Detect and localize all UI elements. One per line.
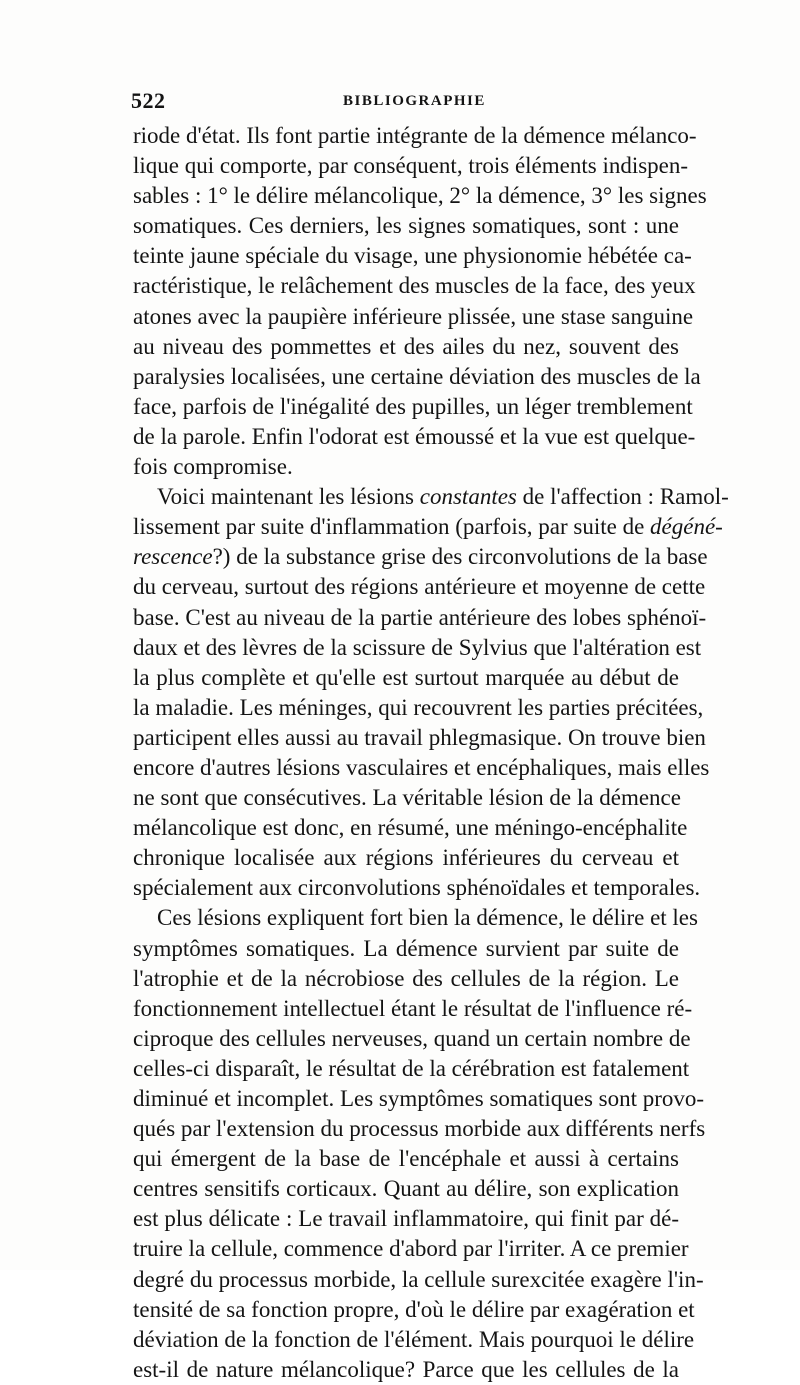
text-line: fonctionnement intellectuel étant le résultat de l'influence ré- <box>133 995 693 1021</box>
text-line: de la parole. Enfin l'odorat est émoussé et la vue est quelque- <box>133 423 696 449</box>
text-run: lissement par suite d'inflammation (parfois, par suite de <box>133 514 651 540</box>
text-line: paralysies localisées, une certaine déviation des muscles de la <box>133 363 701 389</box>
text-line: degré du processus morbide, la cellule surexcitée exagère l'in- <box>133 1266 704 1292</box>
body-text <box>133 121 729 1385</box>
italic-term: rescence <box>133 544 213 570</box>
text-line: l'atrophie et de la nécrobiose des cellules de la région. Le <box>133 965 679 991</box>
paragraph-start-line: Ces lésions expliquent fort bien la démence, le délire et les <box>157 905 698 931</box>
text-line: la plus complète et qu'elle est surtout marquée au début de <box>133 664 679 690</box>
page-header <box>131 88 679 118</box>
text-line: déviation de la fonction de l'élément. Mais pourquoi le délire <box>133 1326 695 1352</box>
text-line: symptômes somatiques. La démence survient par suite de <box>133 935 679 961</box>
text-line: tensité de sa fonction propre, d'où le délire par exagération et <box>133 1296 695 1322</box>
text-line: spécialement aux circonvolutions sphénoïdales et temporales. <box>133 875 701 901</box>
text-line <box>133 542 708 572</box>
text-line: ciproque des cellules nerveuses, quand un certain nombre de <box>133 1025 691 1051</box>
running-title: BIBLIOGRAPHIE <box>343 93 486 109</box>
italic-term: constantes <box>419 484 517 510</box>
text-line: daux et des lèvres de la scissure de Sylvius que l'altération est <box>133 634 702 660</box>
text-run: Voici maintenant les lésions <box>157 484 420 510</box>
text-line: du cerveau, surtout des régions antérieure et moyenne de cette <box>133 574 706 600</box>
text-line: teinte jaune spéciale du visage, une physionomie hébétée ca- <box>133 243 692 269</box>
text-line: qués par l'extension du processus morbide aux différents nerfs <box>133 1116 706 1142</box>
text-line: est plus délicate : Le travail inflammatoire, qui finit par dé- <box>133 1206 679 1232</box>
text-line: qui émergent de la base de l'encéphale et aussi à certains <box>133 1146 679 1172</box>
text-line: est-il de nature mélancolique? Parce que les cellules de la <box>133 1356 679 1382</box>
text-line: lique qui comporte, par conséquent, trois éléments indispen- <box>133 153 689 179</box>
text-line: au niveau des pommettes et des ailes du nez, souvent des <box>133 333 679 359</box>
text-line: fois compromise. <box>133 454 293 480</box>
text-line: la maladie. Les méninges, qui recouvrent les parties précitées, <box>133 694 704 720</box>
italic-term: dégéné- <box>650 514 723 540</box>
text-line: diminué et incomplet. Les symptômes somatiques sont provo- <box>133 1086 705 1111</box>
text-line: sables : 1° le délire mélancolique, 2° la démence, 3° les signes <box>133 183 707 209</box>
text-line: truire la cellule, commence d'abord par l'irriter. A ce premier <box>133 1236 689 1262</box>
text-line: base. C'est au niveau de la partie antérieure des lobes sphénoï- <box>133 604 707 630</box>
text-line: celles-ci disparaît, le résultat de la cérébration est fatalement <box>133 1055 690 1081</box>
text-line: participent elles aussi au travail phlegmasique. On trouve bien <box>133 724 706 750</box>
text-line: ne sont que consécutives. La véritable lésion de la démence <box>133 785 681 811</box>
text-line: face, parfois de l'inégalité des pupilles, un léger tremblement <box>133 393 693 419</box>
page-number: 522 <box>131 88 166 113</box>
text-line: riode d'état. Ils font partie intégrante de la démence mélanco- <box>133 123 697 148</box>
text-line <box>133 512 723 542</box>
text-line: chronique localisée aux régions inférieures du cerveau et <box>133 845 679 871</box>
text-line: mélancolique est donc, en résumé, une méningo-encéphalite <box>133 815 688 841</box>
paragraph-start-line <box>133 482 729 512</box>
text-line: somatiques. Ces derniers, les signes somatiques, sont : une <box>133 213 679 239</box>
text-run: de l'affection : Ramol- <box>516 484 729 510</box>
text-run: ?) de la substance grise des circonvolutions de la base <box>212 544 708 570</box>
text-line: atones avec la paupière inférieure plissée, une stase sanguine <box>133 303 694 329</box>
text-line: centres sensitifs corticaux. Quant au délire, son explication <box>133 1176 679 1202</box>
text-line: ractéristique, le relâchement des muscles de la face, des yeux <box>133 273 696 299</box>
text-line: encore d'autres lésions vasculaires et encéphaliques, mais elles <box>133 754 710 780</box>
